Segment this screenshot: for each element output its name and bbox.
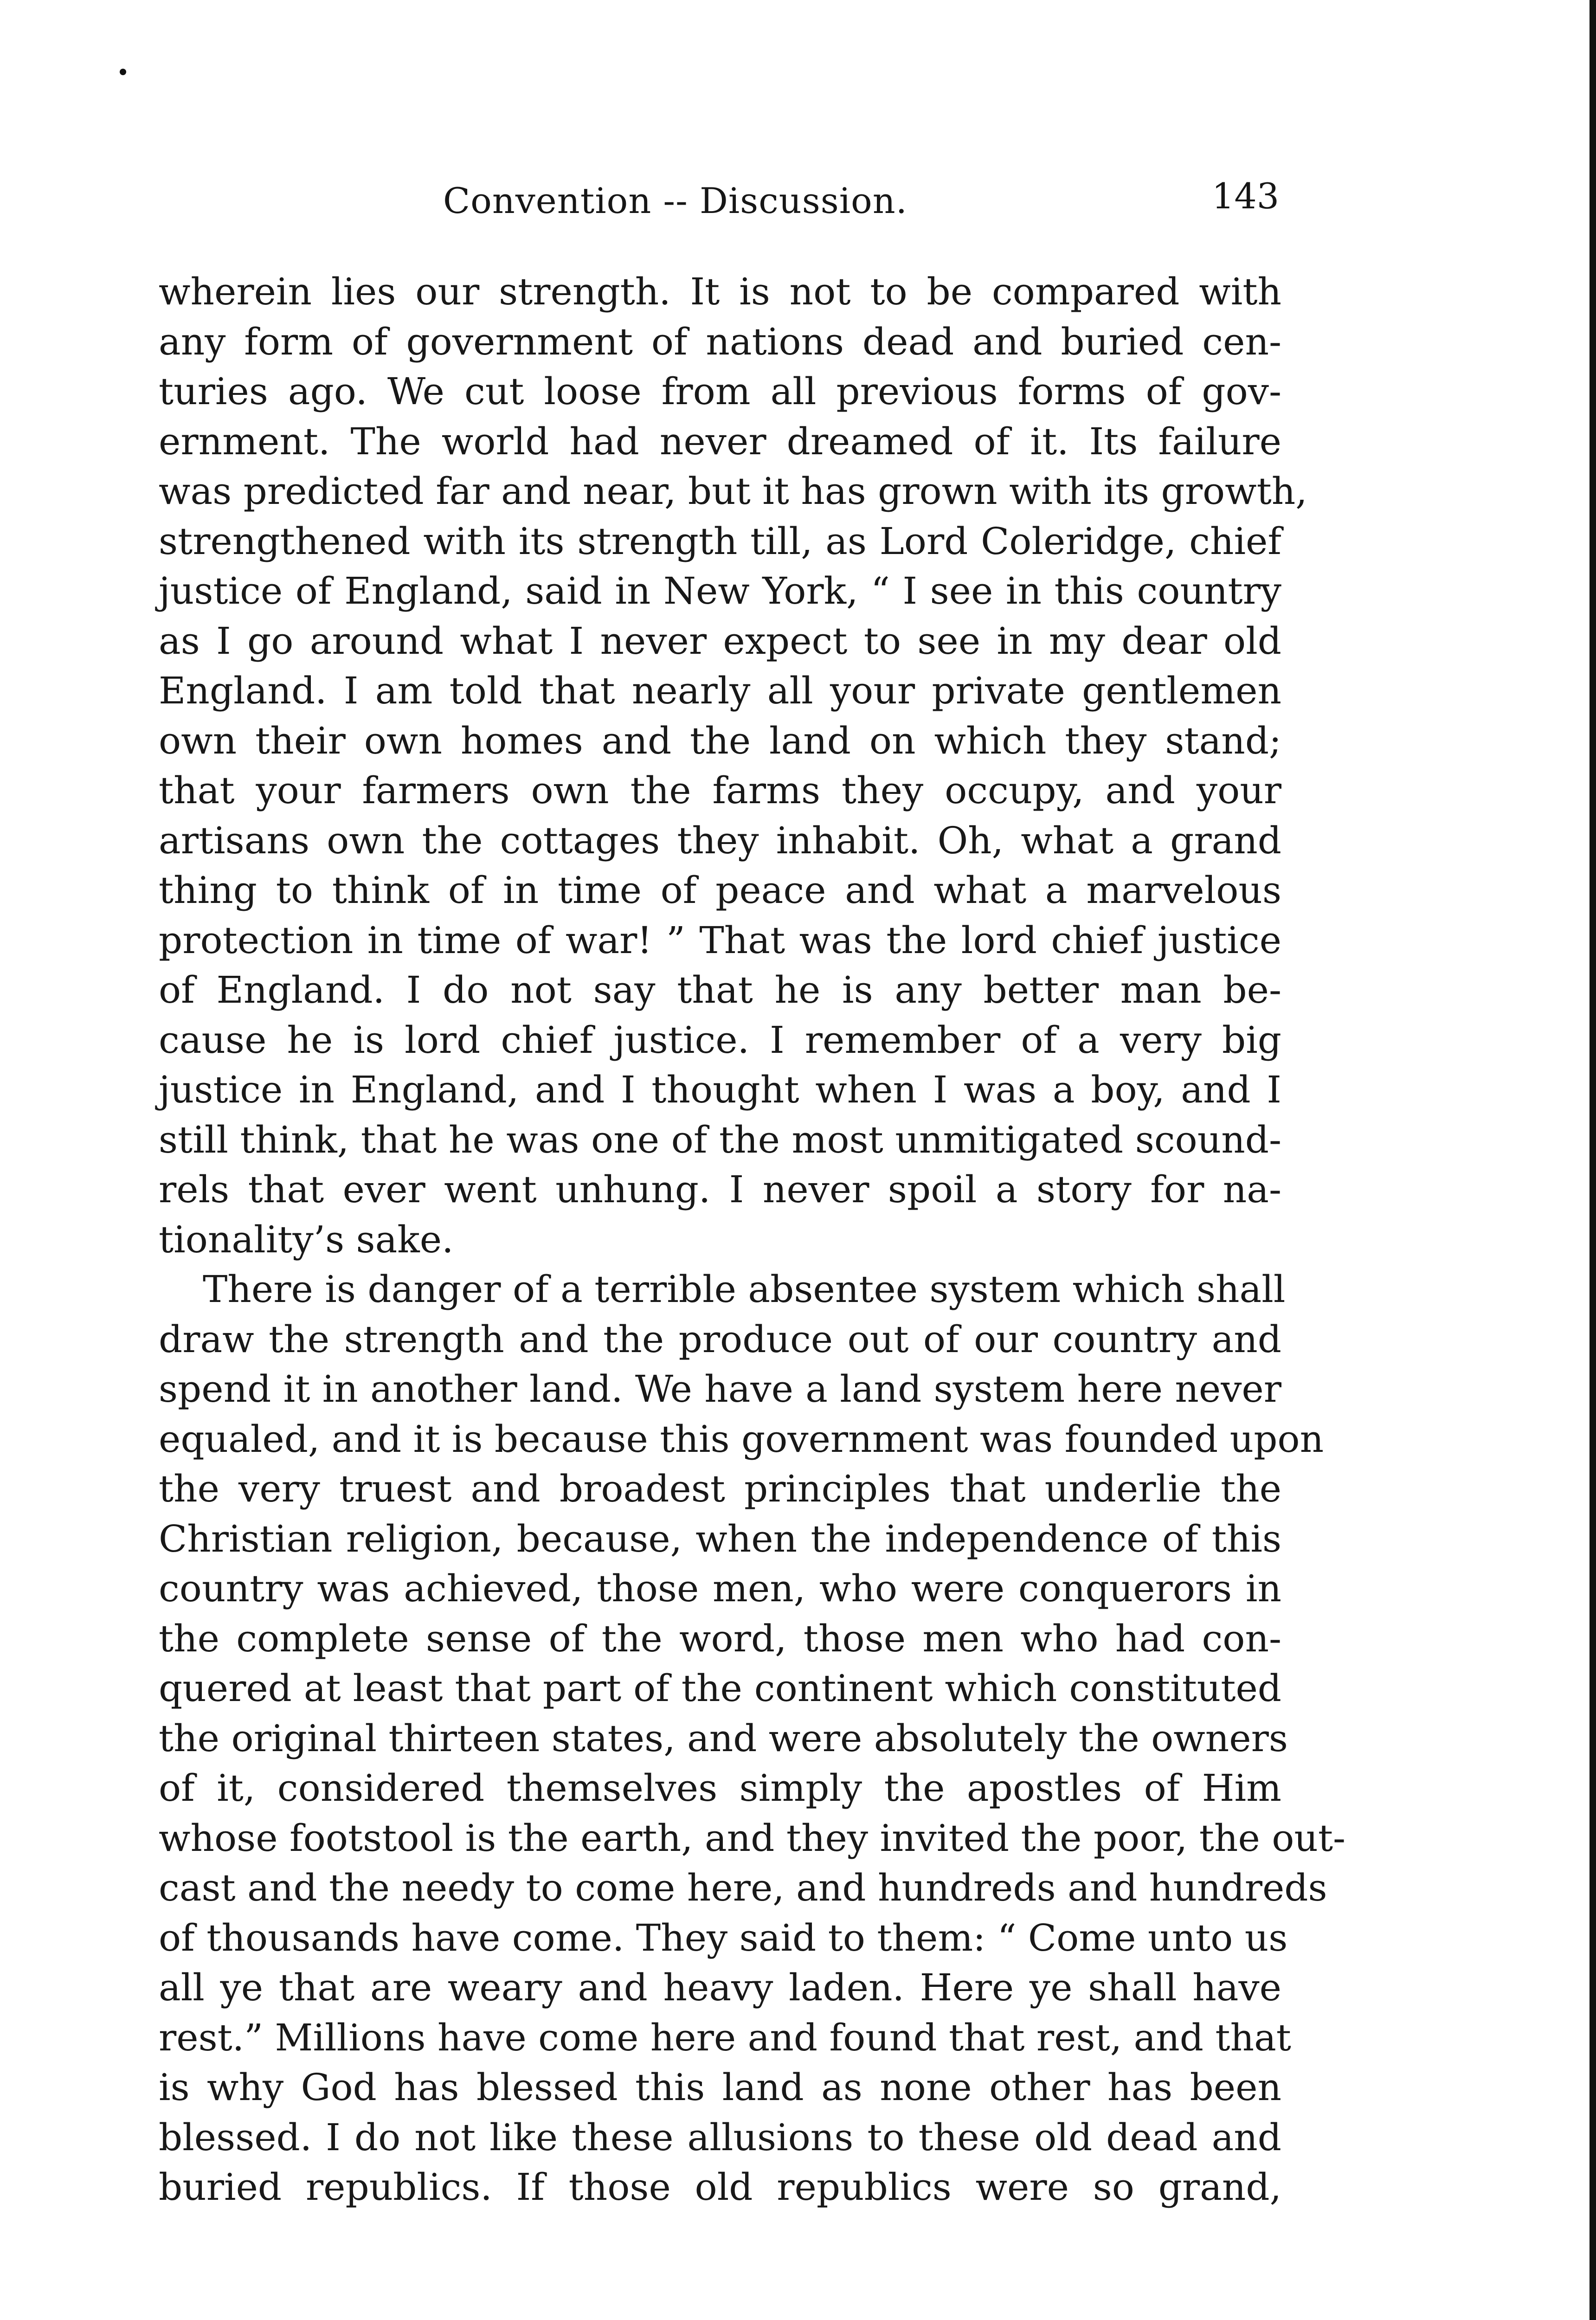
text-line: There is danger of a terrible absentee system which shall bbox=[203, 1268, 1286, 1311]
text-line: of thousands have come. They said to them: “ Come unto us bbox=[159, 1916, 1288, 1959]
text-line: of it, considered themselves simply the apostles of Him bbox=[159, 1766, 1281, 1810]
text-line: protection in time of war! ” That was the lord chief justice bbox=[159, 918, 1281, 962]
text-line: buried republics. If those old republics were so grand, bbox=[159, 2165, 1281, 2209]
text-line: whose footstool is the earth, and they invited the poor, the out- bbox=[159, 1816, 1346, 1860]
text-line: justice in England, and I thought when I was a boy, and I bbox=[159, 1068, 1281, 1111]
text-line: as I go around what I never expect to see in my dear old bbox=[159, 619, 1281, 663]
page-number: 143 bbox=[1212, 175, 1280, 217]
text-line: turies ago. We cut loose from all previous forms of gov- bbox=[159, 370, 1281, 413]
text-line: quered at least that part of the continent which constituted bbox=[159, 1667, 1281, 1710]
text-line: wherein lies our strength. It is not to be compared with bbox=[159, 270, 1281, 313]
text-line: strengthened with its strength till, as Lord Coleridge, chief bbox=[159, 519, 1281, 563]
text-line: rels that ever went unhung. I never spoil a story for na- bbox=[159, 1168, 1281, 1211]
body-text bbox=[159, 267, 1346, 2212]
text-line: was predicted far and near, but it has grown with its growth, bbox=[159, 470, 1307, 513]
text-line: all ye that are weary and heavy laden. Here ye shall have bbox=[159, 1966, 1281, 2009]
text-line: blessed. I do not like these allusions to these old dead and bbox=[159, 2115, 1281, 2159]
text-line: draw the strength and the produce out of our country and bbox=[159, 1317, 1281, 1361]
text-line: rest.” Millions have come here and found that rest, and that bbox=[159, 2016, 1291, 2059]
text-line: the complete sense of the word, those men who had con- bbox=[159, 1617, 1281, 1660]
text-line: country was achieved, those men, who were conquerors in bbox=[159, 1567, 1281, 1610]
text-line: ernment. The world had never dreamed of it. Its failure bbox=[159, 419, 1281, 463]
scan-speck bbox=[120, 69, 126, 75]
text-line: spend it in another land. We have a land system here never bbox=[159, 1367, 1281, 1411]
text-line: Christian religion, because, when the independence of this bbox=[159, 1517, 1281, 1560]
text-line: cast and the needy to come here, and hundreds and hundreds bbox=[159, 1866, 1327, 1909]
text-line: that your farmers own the farms they occupy, and your bbox=[159, 769, 1281, 812]
text-line: own their own homes and the land on which they stand; bbox=[159, 719, 1281, 762]
text-line: equaled, and it is because this government was founded upon bbox=[159, 1417, 1324, 1461]
text-line: is why God has blessed this land as none other has been bbox=[159, 2066, 1281, 2109]
text-line: the very truest and broadest principles that underlie the bbox=[159, 1467, 1281, 1510]
text-line: justice of England, said in New York, “ I see in this country bbox=[159, 569, 1281, 612]
running-head: Convention -- Discussion. bbox=[443, 180, 907, 221]
text-line: of England. I do not say that he is any better man be- bbox=[159, 968, 1281, 1012]
text-line: cause he is lord chief justice. I remember of a very big bbox=[159, 1018, 1281, 1062]
text-line: thing to think of in time of peace and what a marvelous bbox=[159, 869, 1281, 912]
text-line: England. I am told that nearly all your private gentlemen bbox=[159, 669, 1281, 712]
text-line: still think, that he was one of the most unmitigated scound- bbox=[159, 1118, 1281, 1161]
text-line: any form of government of nations dead and buried cen- bbox=[159, 320, 1281, 363]
text-line: artisans own the cottages they inhabit. Oh, what a grand bbox=[159, 818, 1281, 862]
text-line: tionality’s sake. bbox=[159, 1218, 454, 1261]
text-line: the original thirteen states, and were absolutely the owners bbox=[159, 1716, 1288, 1760]
